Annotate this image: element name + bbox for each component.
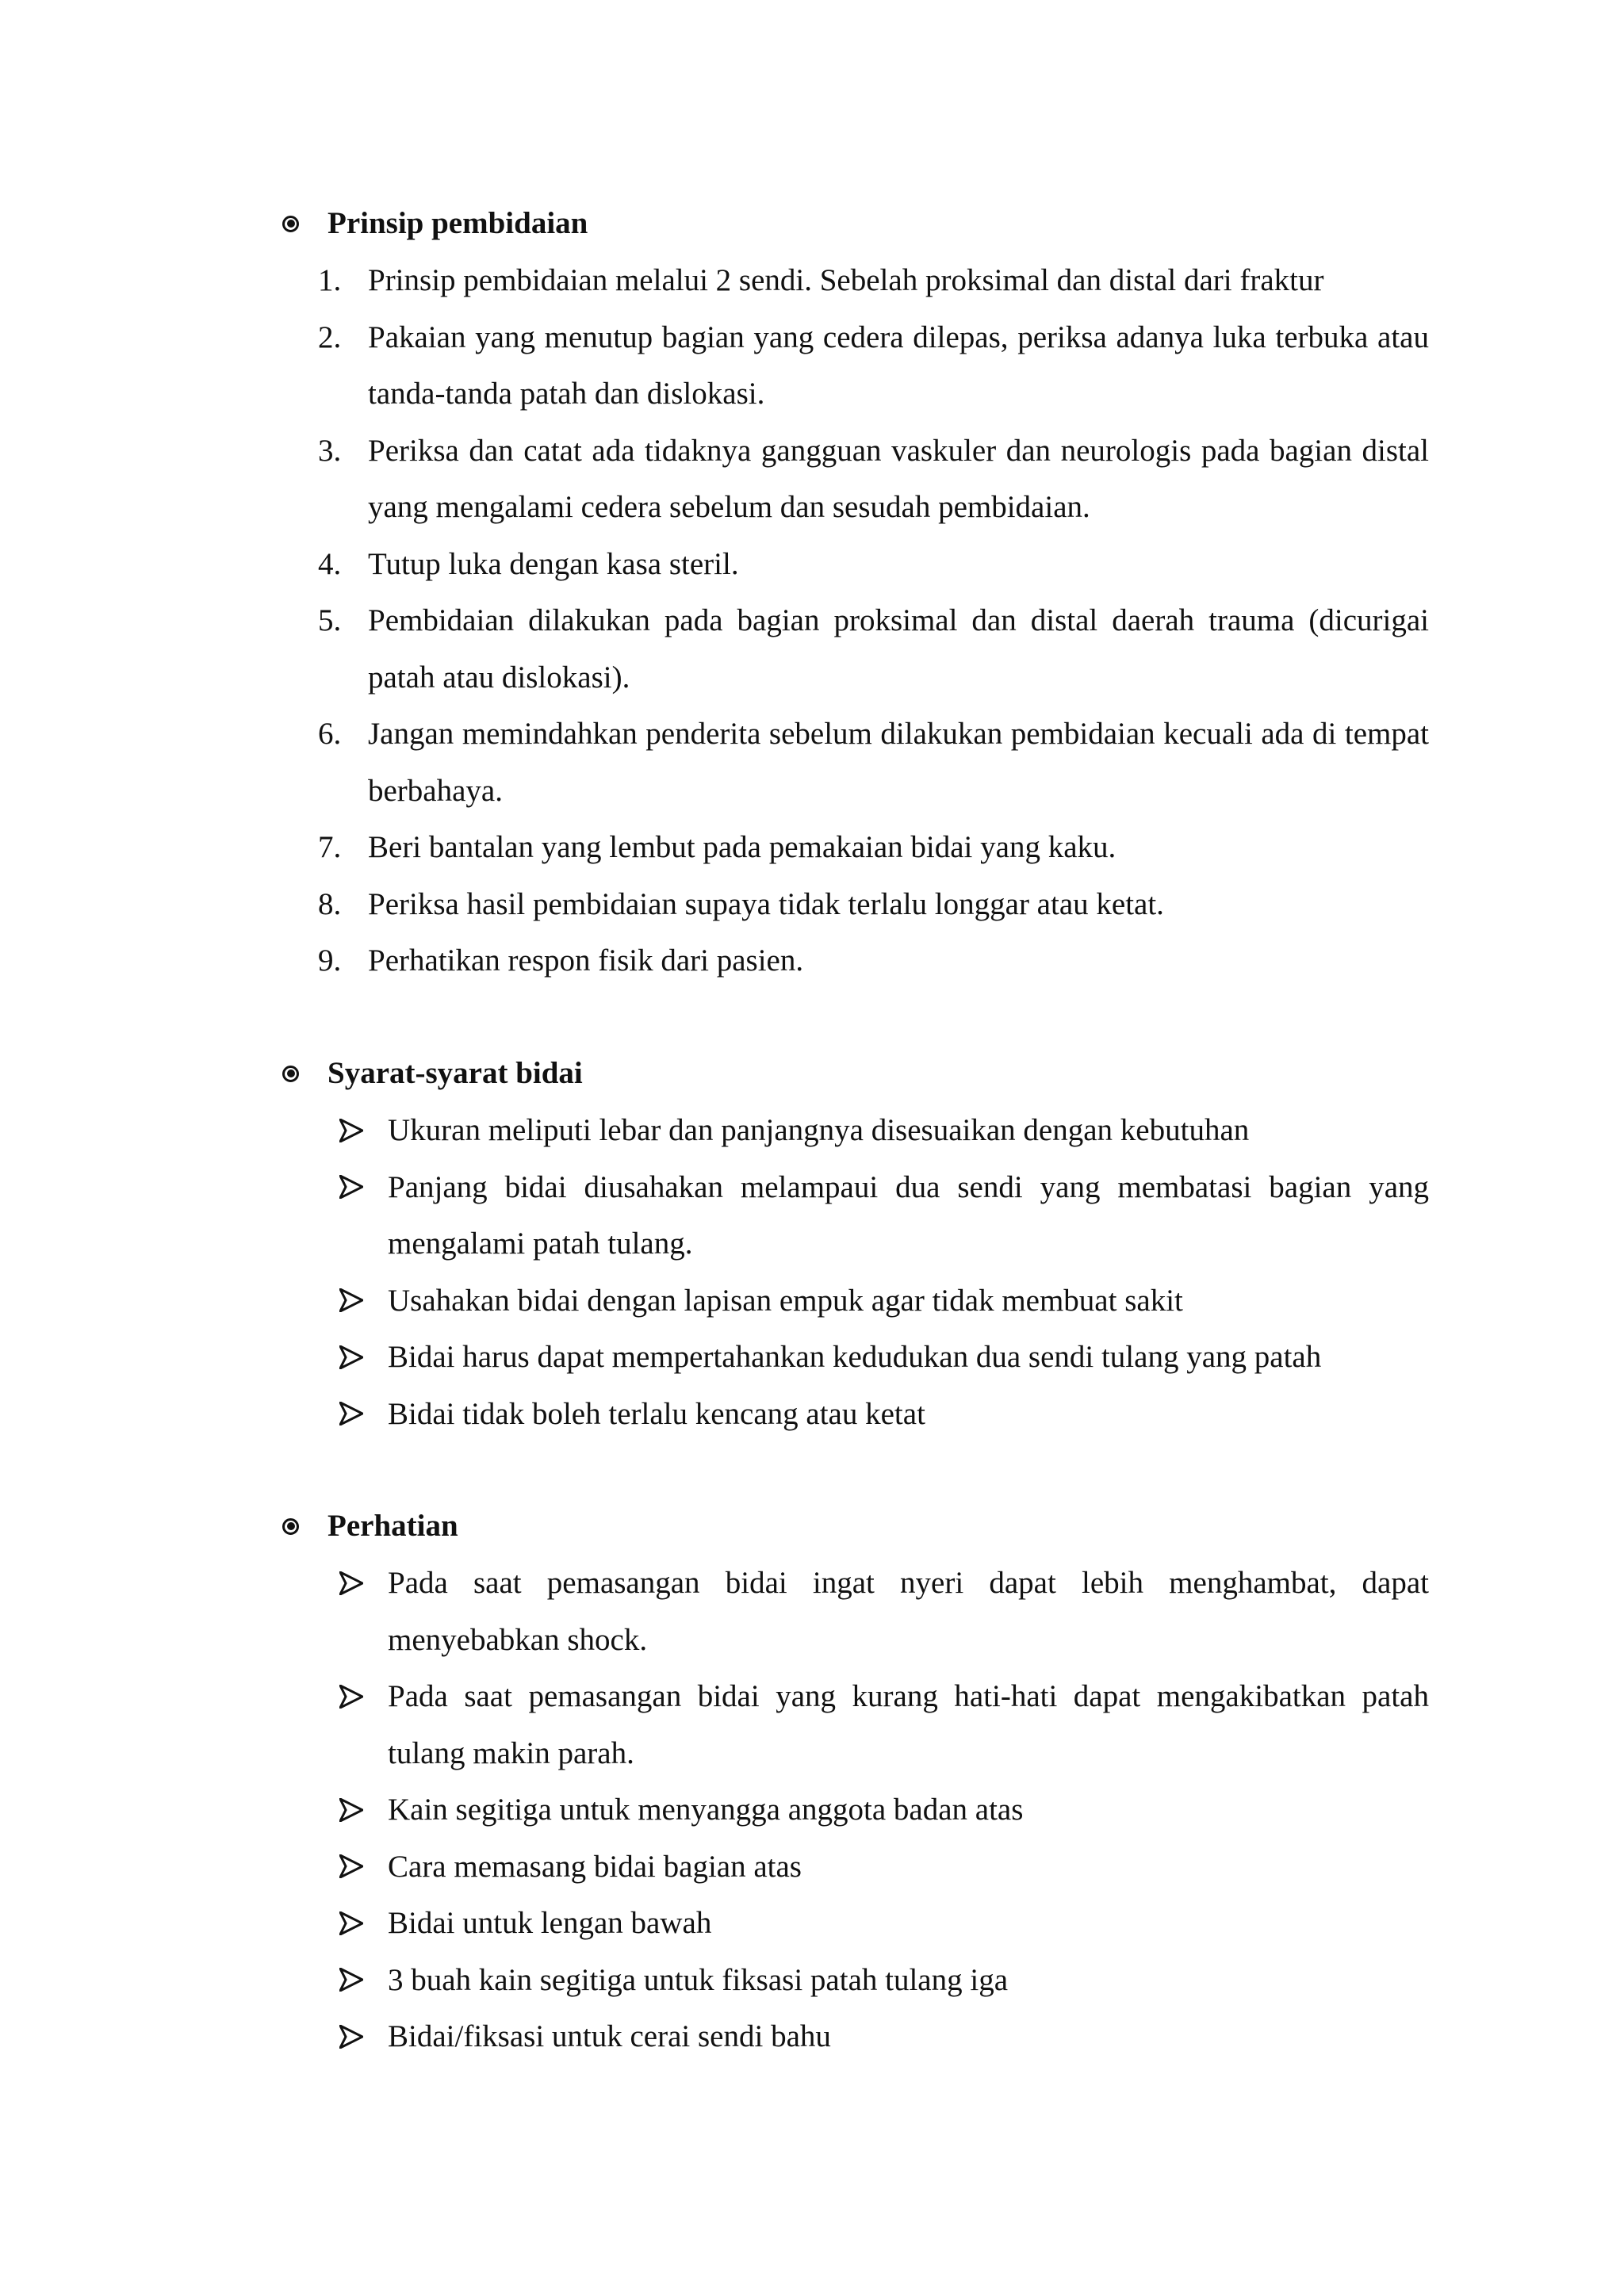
item-text: Kain segitiga untuk menyangga anggota badan atas	[388, 1793, 1024, 1827]
arrow-list	[282, 1555, 1429, 2065]
list-item	[282, 1952, 1429, 2009]
item-number: 2.	[318, 320, 342, 354]
section-heading	[282, 1498, 1429, 1555]
item-text: Panjang bidai diusahakan melampaui dua sendi yang membatasi bagian yang mengalami patah tulang.	[388, 1169, 1429, 1261]
arrow-bullet-icon	[339, 2008, 363, 2065]
item-text: Bidai harus dapat mempertahankan kedudukan dua sendi tulang yang patah	[388, 1340, 1322, 1374]
list-item	[282, 932, 1429, 989]
numbered-list	[282, 252, 1429, 989]
item-text: Pakaian yang menutup bagian yang cedera dilepas, periksa adanya luka terbuka atau tanda-tanda patah dan dislokasi.	[368, 320, 1429, 411]
item-text: 3 buah kain segitiga untuk fiksasi patah tulang iga	[388, 1962, 1008, 1997]
list-item	[282, 1668, 1429, 1781]
list-item	[282, 592, 1429, 706]
item-number: 7.	[318, 830, 342, 864]
item-text: Pada saat pemasangan bidai ingat nyeri dapat lebih menghambat, dapat menyebabkan shock.	[388, 1566, 1429, 1657]
item-number: 9.	[318, 943, 342, 978]
item-number: 3.	[318, 433, 342, 468]
list-item	[282, 1555, 1429, 1668]
arrow-bullet-icon	[339, 1555, 363, 1612]
item-text: Jangan memindahkan penderita sebelum dilakukan pembidaian kecuali ada di tempat berbahaya.	[368, 717, 1429, 808]
list-item	[282, 1781, 1429, 1839]
radio-bullet-icon	[282, 216, 299, 232]
list-item	[282, 2008, 1429, 2065]
item-text: Bidai tidak boleh terlalu kencang atau ketat	[388, 1396, 925, 1431]
radio-bullet-icon	[282, 1066, 299, 1082]
arrow-bullet-icon	[339, 1386, 363, 1443]
list-item	[282, 876, 1429, 933]
arrow-bullet-icon	[339, 1159, 363, 1216]
arrow-bullet-icon	[339, 1895, 363, 1952]
item-text: Cara memasang bidai bagian atas	[388, 1849, 802, 1884]
list-item	[282, 1386, 1429, 1443]
item-text: Periksa hasil pembidaian supaya tidak terlalu longgar atau ketat.	[368, 886, 1164, 921]
section-title: Perhatian	[327, 1509, 458, 1543]
list-item	[282, 1329, 1429, 1386]
list-item	[282, 252, 1429, 309]
item-text: Bidai/fiksasi untuk cerai sendi bahu	[388, 2019, 831, 2053]
item-text: Usahakan bidai dengan lapisan empuk agar tidak membuat sakit	[388, 1283, 1183, 1318]
list-item	[282, 423, 1429, 536]
item-number: 4.	[318, 546, 342, 581]
list-item	[282, 1102, 1429, 1159]
section-heading	[282, 1045, 1429, 1102]
section-title: Syarat-syarat bidai	[327, 1056, 583, 1090]
item-text: Periksa dan catat ada tidaknya gangguan vaskuler dan neurologis pada bagian distal yang mengalami cedera sebelum dan sesudah pembidaian.	[368, 433, 1429, 524]
item-number: 6.	[318, 717, 342, 751]
item-text: Pada saat pemasangan bidai yang kurang hati-hati dapat mengakibatkan patah tulang makin parah.	[388, 1679, 1429, 1770]
item-text: Pembidaian dilakukan pada bagian proksimal dan distal daerah trauma (dicurigai patah atau dislokasi).	[368, 603, 1429, 695]
item-text: Bidai untuk lengan bawah	[388, 1906, 712, 1940]
item-number: 1.	[318, 263, 342, 297]
list-item	[282, 706, 1429, 819]
list-item	[282, 1895, 1429, 1952]
arrow-bullet-icon	[339, 1781, 363, 1839]
list-item	[282, 536, 1429, 593]
section-title: Prinsip pembidaian	[327, 206, 588, 240]
item-number: 8.	[318, 886, 342, 921]
item-text: Tutup luka dengan kasa steril.	[368, 546, 739, 581]
list-item	[282, 1272, 1429, 1330]
arrow-list	[282, 1102, 1429, 1442]
arrow-bullet-icon	[339, 1839, 363, 1896]
arrow-bullet-icon	[339, 1952, 363, 2009]
item-text: Beri bantalan yang lembut pada pemakaian bidai yang kaku.	[368, 830, 1116, 864]
list-item	[282, 309, 1429, 423]
section-syarat-syarat-bidai	[282, 1045, 1429, 1442]
list-item	[282, 819, 1429, 876]
item-text: Ukuran meliputi lebar dan panjangnya disesuaikan dengan kebutuhan	[388, 1113, 1250, 1147]
section-prinsip-pembidaian	[282, 195, 1429, 989]
arrow-bullet-icon	[339, 1102, 363, 1159]
section-perhatian	[282, 1498, 1429, 2065]
item-text: Prinsip pembidaian melalui 2 sendi. Sebelah proksimal dan distal dari fraktur	[368, 263, 1324, 297]
item-text: Perhatikan respon fisik dari pasien.	[368, 943, 804, 978]
section-heading	[282, 195, 1429, 252]
arrow-bullet-icon	[339, 1272, 363, 1330]
list-item	[282, 1159, 1429, 1272]
radio-bullet-icon	[282, 1518, 299, 1535]
arrow-bullet-icon	[339, 1329, 363, 1386]
arrow-bullet-icon	[339, 1668, 363, 1725]
list-item	[282, 1839, 1429, 1896]
item-number: 5.	[318, 603, 342, 637]
